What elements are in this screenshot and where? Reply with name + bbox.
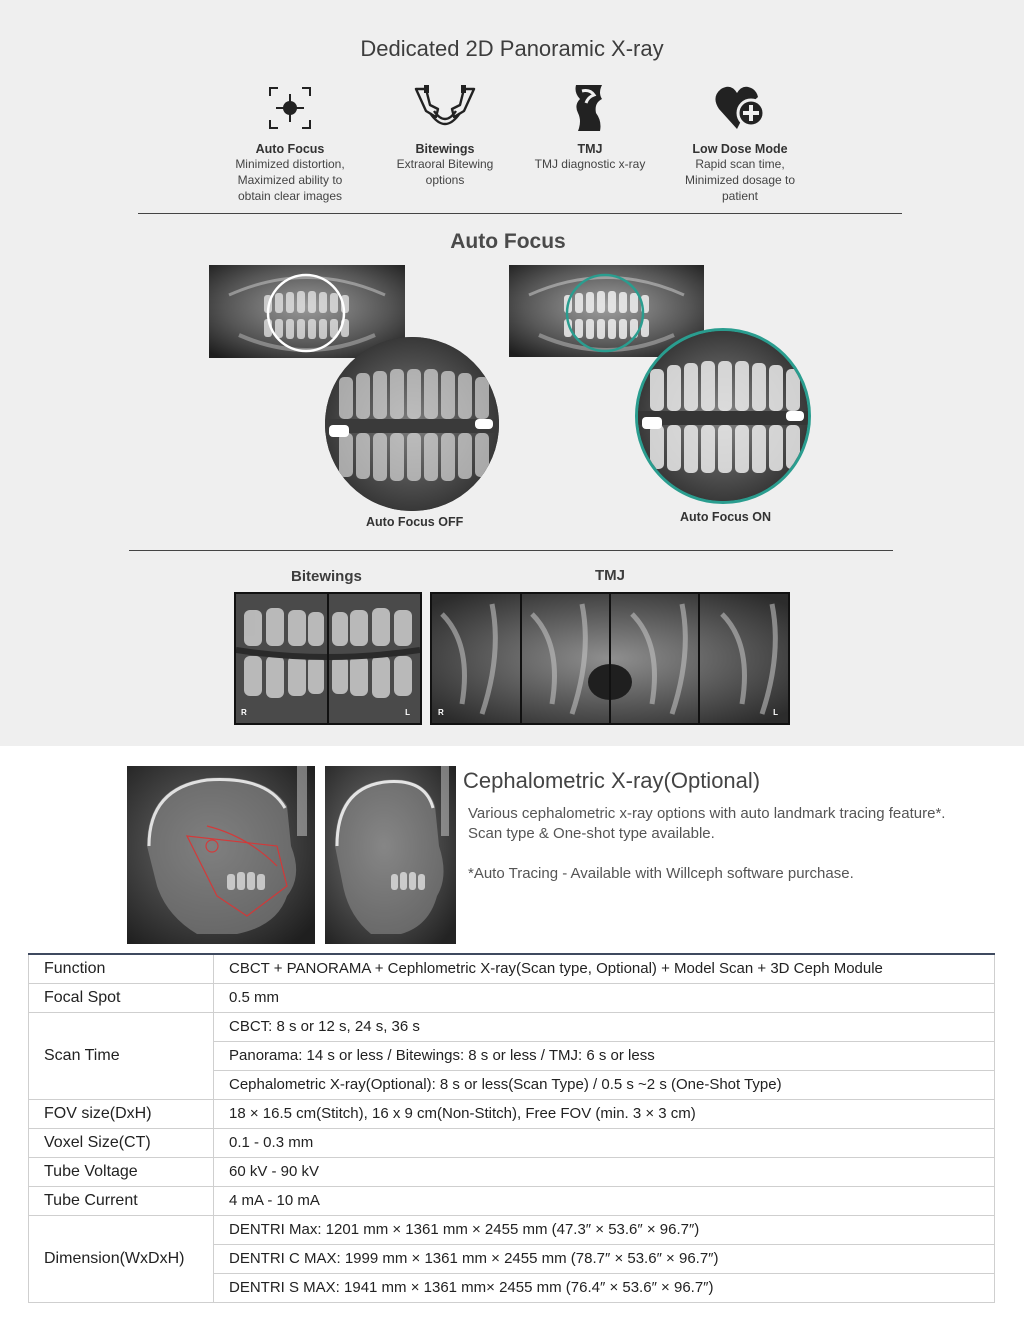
feature-desc: patient <box>721 189 759 203</box>
table-row <box>29 1012 995 1041</box>
panoramic-title: Dedicated 2D Panoramic X-ray <box>360 36 664 61</box>
spec-value: 60 kV - 90 kV <box>214 1157 995 1186</box>
spec-label: Tube Voltage <box>29 1157 214 1186</box>
tmj-title: TMJ <box>595 567 625 584</box>
ceph-note: *Auto Tracing - Available with Willceph software purchase. <box>468 865 854 882</box>
spec-table <box>28 953 995 1303</box>
feature-desc: options <box>425 173 465 187</box>
spec-value: CBCT: 8 s or 12 s, 24 s, 36 s <box>214 1012 995 1041</box>
ceph-tracing-image <box>127 766 315 944</box>
feature-title: Auto Focus <box>255 142 325 156</box>
feature-desc: Minimized distortion, <box>235 157 345 171</box>
spec-value: 0.5 mm <box>214 983 995 1012</box>
feature-desc: Minimized dosage to <box>684 173 796 187</box>
spec-value: Cephalometric X-ray(Optional): 8 s or less(Scan Type) / 0.5 s ~2 s (One-Shot Type) <box>214 1070 995 1099</box>
focus-crosshair-icon <box>205 80 375 136</box>
feature-tmj <box>505 80 675 172</box>
bitewings-marker-left: R <box>241 708 247 717</box>
table-row <box>29 1099 995 1128</box>
feature-auto-focus <box>205 80 375 204</box>
spec-label: FOV size(DxH) <box>29 1099 214 1128</box>
spec-value: 0.1 - 0.3 mm <box>214 1128 995 1157</box>
section-divider <box>129 550 893 551</box>
table-row <box>29 983 995 1012</box>
tmj-jaw-icon <box>505 80 675 136</box>
autofocus-off-zoom-image <box>325 337 499 511</box>
ceph-description: Various cephalometric x-ray options with auto landmark tracing feature*. <box>468 805 946 822</box>
feature-desc: TMJ diagnostic x-ray <box>534 157 646 171</box>
spec-value: DENTRI C MAX: 1999 mm × 1361 mm × 2455 mm (78.7″ × 53.6″ × 96.7″) <box>214 1244 995 1273</box>
tmj-marker-left: R <box>438 708 444 717</box>
spec-value: 18 × 16.5 cm(Stitch), 16 x 9 cm(Non-Stitch), Free FOV (min. 3 × 3 cm) <box>214 1099 995 1128</box>
feature-desc: Rapid scan time, <box>695 157 785 171</box>
feature-desc: Maximized ability to <box>237 173 343 187</box>
spec-value: CBCT + PANORAMA + Cephlometric X-ray(Scan type, Optional) + Model Scan + 3D Ceph Module <box>214 954 995 983</box>
section-divider <box>138 213 902 214</box>
spec-label: Voxel Size(CT) <box>29 1128 214 1157</box>
feature-title: Bitewings <box>415 142 475 156</box>
feature-title: TMJ <box>577 142 603 156</box>
table-row <box>29 1157 995 1186</box>
spec-label: Scan Time <box>29 1012 214 1099</box>
ceph-description: Scan type & One-shot type available. <box>468 825 715 842</box>
feature-title: Low Dose Mode <box>692 142 788 156</box>
ceph-xray-image <box>325 766 456 944</box>
table-row <box>29 1215 995 1244</box>
table-row <box>29 954 995 983</box>
spec-value: DENTRI S MAX: 1941 mm × 1361 mm× 2455 mm (76.4″ × 53.6″ × 96.7″) <box>214 1273 995 1302</box>
autofocus-title: Auto Focus <box>450 230 566 253</box>
feature-low-dose-mode <box>655 80 825 204</box>
ceph-title: Cephalometric X-ray(Optional) <box>463 768 761 793</box>
feature-desc: Extraoral Bitewing <box>396 157 494 171</box>
heart-plus-icon <box>655 80 825 136</box>
spec-value: DENTRI Max: 1201 mm × 1361 mm × 2455 mm (47.3″ × 53.6″ × 96.7″) <box>214 1215 995 1244</box>
bitewings-image <box>234 592 422 725</box>
tmj-image <box>430 592 790 725</box>
tmj-marker-right: L <box>773 708 778 717</box>
autofocus-on-zoom-image <box>635 328 811 504</box>
feature-desc: obtain clear images <box>237 189 343 203</box>
spec-label: Function <box>29 954 214 983</box>
spec-value: Panorama: 14 s or less / Bitewings: 8 s or less / TMJ: 6 s or less <box>214 1041 995 1070</box>
spec-label: Dimension(WxDxH) <box>29 1215 214 1302</box>
spec-label: Tube Current <box>29 1186 214 1215</box>
autofocus-on-label: Auto Focus ON <box>680 510 771 524</box>
spec-value: 4 mA - 10 mA <box>214 1186 995 1215</box>
bitewings-title: Bitewings <box>291 568 362 585</box>
autofocus-off-label: Auto Focus OFF <box>366 515 464 529</box>
bitewings-marker-right: L <box>405 708 410 717</box>
table-row <box>29 1186 995 1215</box>
table-row <box>29 1128 995 1157</box>
spec-label: Focal Spot <box>29 983 214 1012</box>
